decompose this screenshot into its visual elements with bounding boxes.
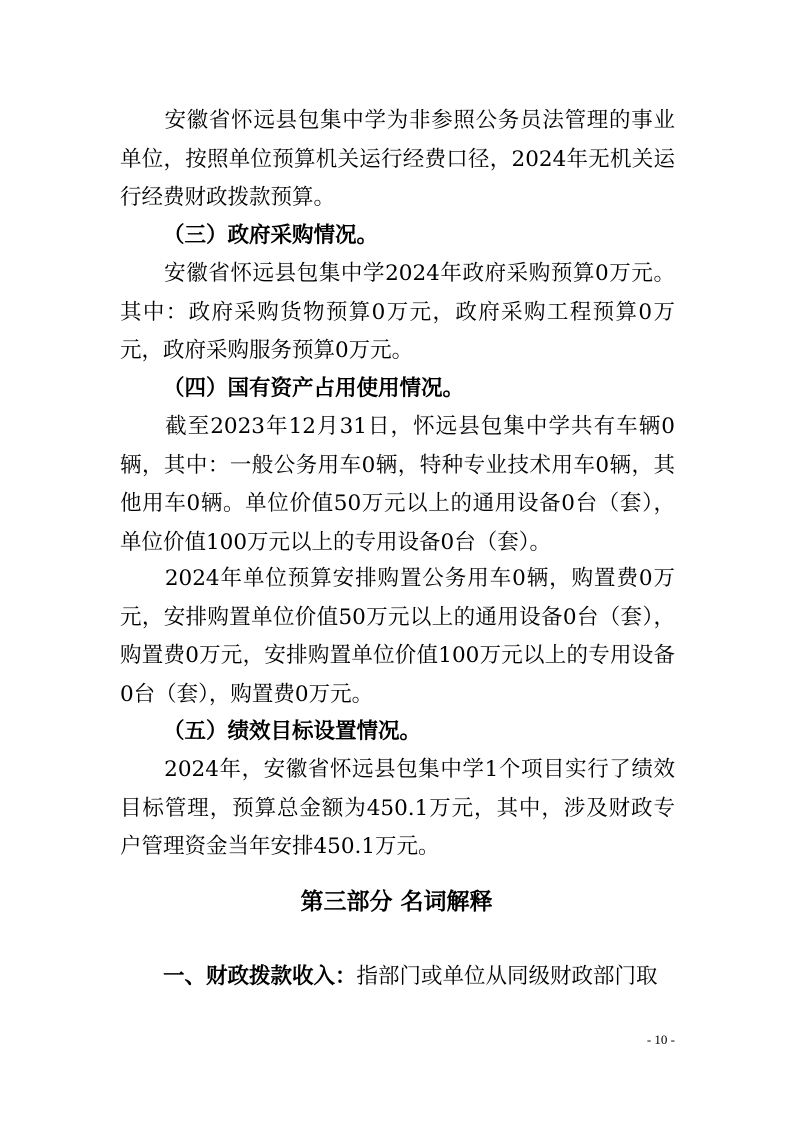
heading-government-procurement: （三）政府采购情况。	[163, 223, 379, 248]
term-text: 指部门或单位从同级财政部门取	[356, 964, 658, 989]
paragraph-performance-goals: 2024年，安徽省怀远县包集中学1个项目实行了绩效目标管理，预算总金额为450.1万元，其中，涉及财政专户管理资金当年安排450.1万元。	[120, 757, 675, 859]
heading-state-assets: （四）国有资产占用使用情况。	[163, 376, 465, 401]
page-number: - 10 -	[646, 1032, 675, 1047]
paragraph-purchase-plan: 2024年单位预算安排购置公务用车0辆，购置费0万元，安排购置单位价值50万元以上的通用设备0台（套），购置费0万元，安排购置单位价值100万元以上的专用设备0台（套），购置费0万元。	[120, 566, 675, 707]
heading-performance-goals: （五）绩效目标设置情况。	[163, 719, 422, 744]
paragraph-government-procurement: 安徽省怀远县包集中学2024年政府采购预算0万元。其中：政府采购货物预算0万元，政府采购工程预算0万元，政府采购服务预算0万元。	[120, 261, 675, 363]
paragraph-state-assets: 截至2023年12月31日，怀远县包集中学共有车辆0辆，其中：一般公务用车0辆，特种专业技术用车0辆，其他用车0辆。单位价值50万元以上的通用设备0台（套），单位价值100万元以上的专用设备0台（套）。	[120, 414, 675, 555]
term-definition	[163, 958, 675, 997]
section-title: 第三部分 名词解释	[300, 889, 493, 915]
paragraph-operating-expenses: 安徽省怀远县包集中学为非参照公务员法管理的事业单位，按照单位预算机关运行经费口径，2024年无机关运行经费财政拨款预算。	[120, 108, 675, 210]
term-label: 一、财政拨款收入：	[163, 964, 357, 989]
